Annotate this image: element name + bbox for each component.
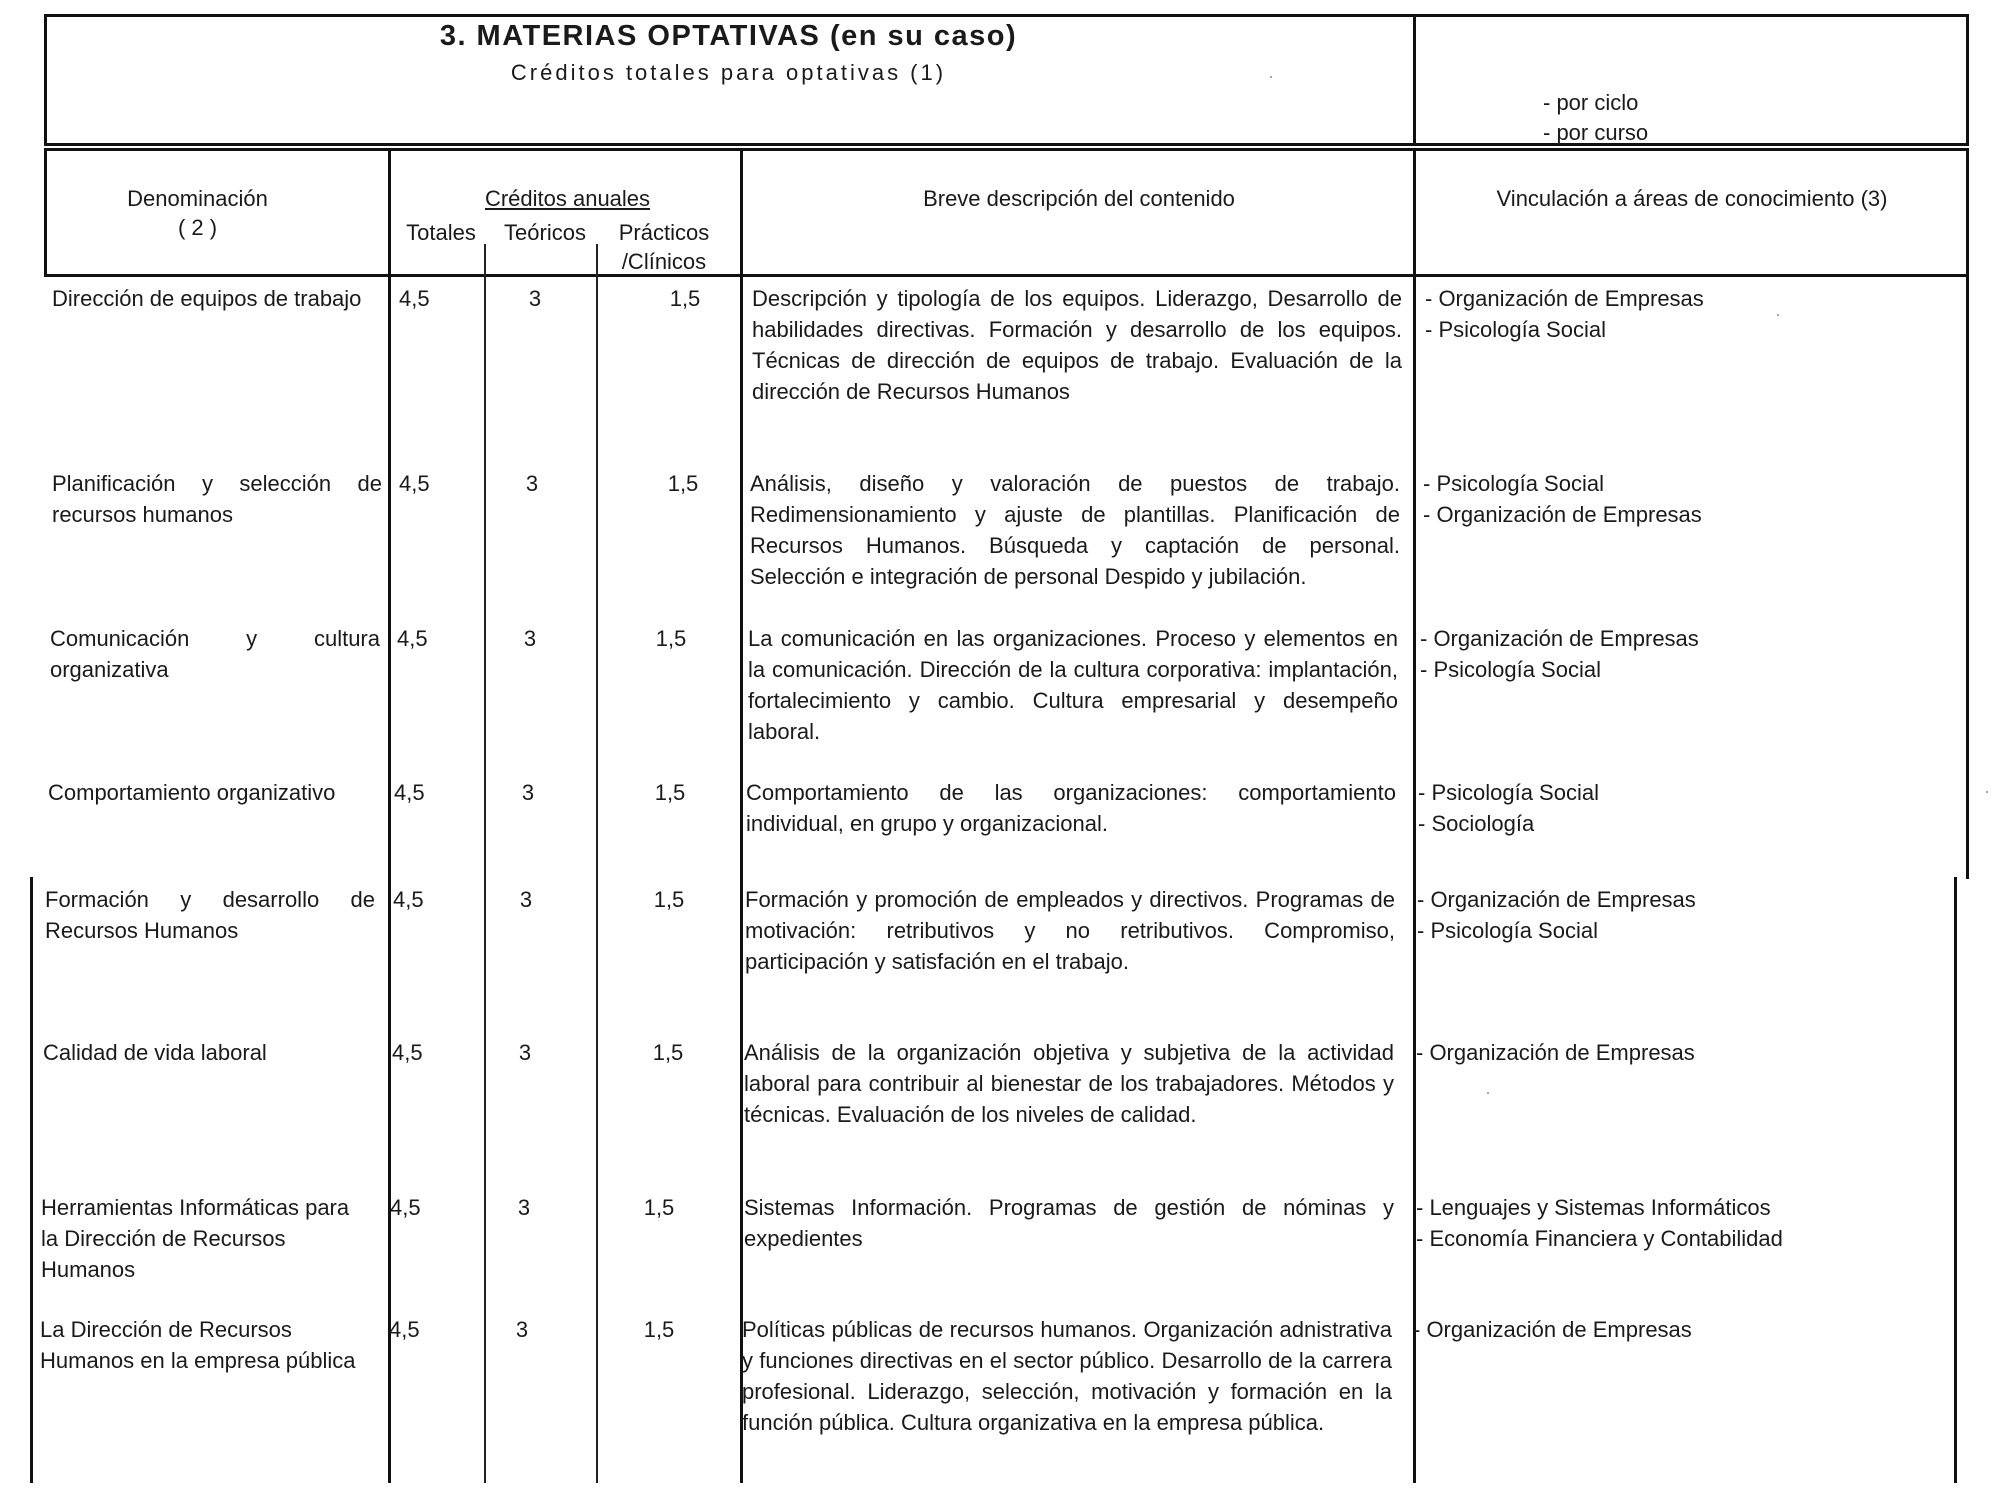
per-cycle-label: - por ciclo: [1543, 90, 1639, 115]
row-descripcion: Sistemas Información. Programas de gestión de nóminas y expedientes: [744, 1195, 1394, 1251]
row-teoricos: 3: [521, 780, 535, 805]
row-areas: - Psicología Social - Organización de Empresas: [1423, 471, 1702, 527]
row-practicos: 1,5: [655, 626, 687, 651]
row-areas: - Lenguajes y Sistemas Informáticos - Economía Financiera y Contabilidad: [1416, 1195, 1783, 1251]
row-totales: 4,5: [392, 1040, 423, 1065]
header-divider: [1413, 14, 1416, 146]
row-teoricos: 3: [518, 1040, 532, 1065]
row-descripcion: Análisis, diseño y valoración de puestos de trabajo. Redimensionamiento y ajuste de plantillas. Planificación de Recursos Humanos. Búsqueda y captación de personal. Selección e integración de personal Despido y jubilación.: [750, 471, 1400, 589]
column-header-vinculacion: Vinculación a áreas de conocimiento (3): [1496, 186, 1888, 211]
row-teoricos: 3: [523, 626, 537, 651]
row-totales: 4,5: [390, 1195, 421, 1220]
row-denominacion: Calidad de vida laboral: [43, 1040, 267, 1065]
column-header-practicos-label: Prácticos: [618, 220, 710, 245]
row-descripcion: Análisis de la organización objetiva y subjetiva de la actividad laboral para contribuir al bienestar de los trabajadores. Métodos y técnicas. Evaluación de los niveles de calidad.: [744, 1040, 1394, 1127]
row-teoricos: 3: [528, 286, 542, 311]
row-areas: - Psicología Social - Sociología: [1418, 780, 1599, 836]
row-practicos: 1,5: [643, 1317, 675, 1342]
column-header-creditos-anuales: Créditos anuales: [484, 186, 651, 211]
per-course-label: - por curso: [1543, 120, 1649, 145]
header-bottom-rule: [44, 274, 1969, 277]
table-left-border: [44, 148, 47, 277]
row-denominacion: Comunicación y cultura organizativa: [50, 626, 380, 682]
row-denominacion: Comportamiento organizativo: [48, 780, 336, 805]
row-totales: 4,5: [399, 286, 430, 311]
scan-speck: [1487, 1092, 1489, 1094]
table-top-rule: [44, 148, 1969, 151]
column-header-denominacion-note: ( 2 ): [177, 215, 218, 240]
row-totales: 4,5: [397, 626, 428, 651]
row-practicos: 1,5: [652, 1040, 684, 1065]
row-practicos: 1,5: [643, 1195, 675, 1220]
column-divider-totales: [484, 244, 486, 1483]
row-descripcion: Descripción y tipología de los equipos. Liderazgo, Desarrollo de habilidades directivas. Formación y desarrollo de los equipos. Técnicas de dirección de equipos de trabajo. Evaluación de la dirección de Recursos Humanos: [752, 286, 1402, 404]
table-right-border: [1966, 148, 1969, 879]
row-teoricos: 3: [525, 471, 539, 496]
row-denominacion: Dirección de equipos de trabajo: [52, 286, 362, 311]
column-header-totales: Totales: [406, 220, 476, 245]
row-practicos: 1,5: [653, 887, 685, 912]
row-denominacion: Herramientas Informáticas para la Dirección de Recursos Humanos: [41, 1195, 350, 1282]
column-header-descripcion: Breve descripción del contenido: [923, 186, 1235, 211]
row-teoricos: 3: [515, 1317, 529, 1342]
row-totales: 4,5: [389, 1317, 420, 1342]
row-descripcion: Formación y promoción de empleados y directivos. Programas de motivación: retributivos y no retributivos. Compromiso, participación y satisfación en el trabajo.: [745, 887, 1395, 974]
table-left-border-lower: [30, 877, 33, 1483]
row-practicos: 1,5: [667, 471, 699, 496]
column-header-denominacion: [110, 184, 285, 242]
column-header-practicos: [606, 218, 722, 276]
column-divider-teoricos: [596, 244, 598, 1483]
table-right-border-lower: [1954, 877, 1957, 1483]
row-areas: - Organización de Empresas: [1416, 1040, 1695, 1065]
row-descripcion: La comunicación en las organizaciones. Proceso y elementos en la comunicación. Dirección de la cultura corporativa: implantación, fortalecimiento y cambio. Cultura empresarial y desempeño laboral.: [748, 626, 1398, 744]
column-header-teoricos: Teóricos: [504, 220, 586, 245]
row-totales: 4,5: [399, 471, 430, 496]
row-totales: 4,5: [393, 887, 424, 912]
scan-speck: [1777, 314, 1779, 316]
row-practicos: 1,5: [669, 286, 701, 311]
column-divider-creditos: [740, 148, 743, 1483]
column-header-clinicos-label: /Clínicos: [621, 249, 707, 274]
row-areas: - Organización de Empresas: [1413, 1317, 1692, 1342]
row-descripcion: Comportamiento de las organizaciones: comportamiento individual, en grupo y organizacional.: [746, 780, 1396, 836]
row-denominacion: Formación y desarrollo de Recursos Humanos: [45, 887, 375, 943]
row-areas: - Organización de Empresas - Psicología Social: [1425, 286, 1704, 342]
total-credits-label: Créditos totales para optativas (1): [510, 60, 947, 85]
scan-speck: [1270, 76, 1272, 78]
section-title: 3. MATERIAS OPTATIVAS (en su caso): [439, 20, 1018, 52]
column-header-denominacion-label: Denominación: [127, 186, 268, 211]
row-practicos: 1,5: [654, 780, 686, 805]
row-denominacion: La Dirección de Recursos Humanos en la empresa pública: [40, 1317, 356, 1373]
row-totales: 4,5: [394, 780, 425, 805]
column-divider-descripcion: [1413, 148, 1416, 1483]
row-descripcion: Políticas públicas de recursos humanos. Organización adnistrativa y funciones directivas en el sector público. Desarrollo de la carrera profesional. Liderazgo, selección, motivación y formación en la función pública. Cultura organizativa en la empresa pública.: [742, 1317, 1392, 1435]
column-divider-denominacion: [388, 148, 391, 1483]
row-denominacion: Planificación y selección de recursos humanos: [52, 471, 382, 527]
row-areas: - Organización de Empresas - Psicología Social: [1417, 887, 1696, 943]
row-teoricos: 3: [517, 1195, 531, 1220]
scan-speck: [1986, 791, 1988, 793]
row-teoricos: 3: [519, 887, 533, 912]
row-areas: - Organización de Empresas - Psicología Social: [1420, 626, 1699, 682]
